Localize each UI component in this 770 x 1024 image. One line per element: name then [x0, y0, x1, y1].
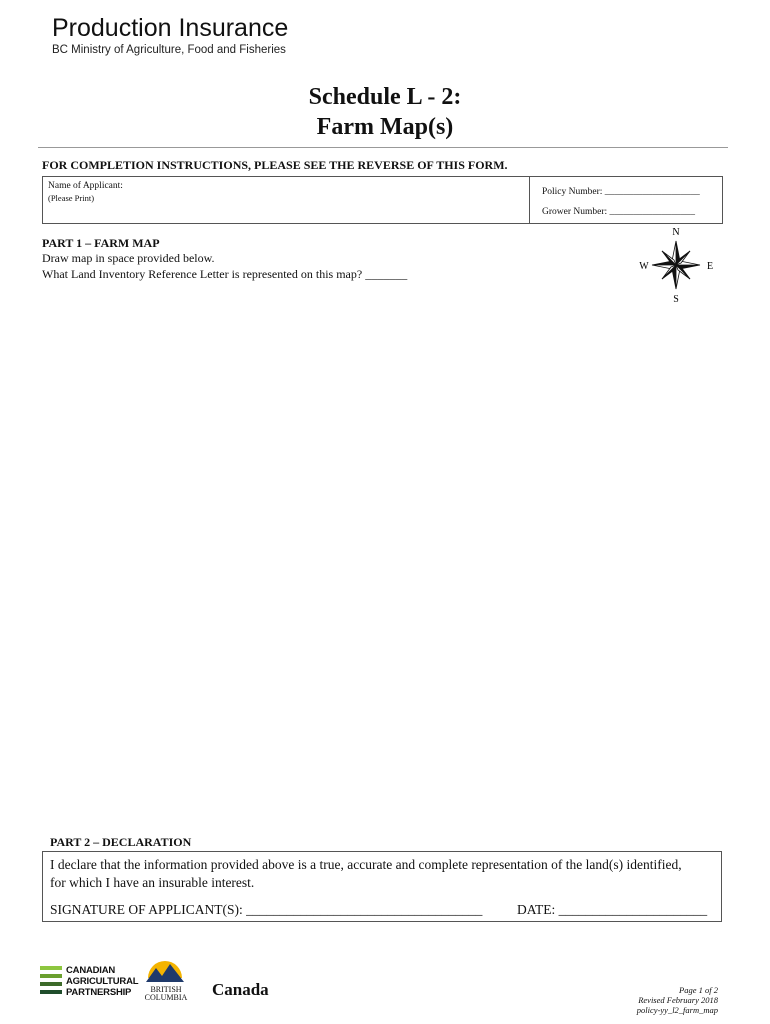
compass-west: W: [639, 261, 649, 272]
cap-logo-line2: AGRICULTURAL: [66, 976, 139, 987]
form-title: Production Insurance: [52, 14, 289, 42]
compass-north: N: [672, 228, 680, 238]
grower-number-field[interactable]: Grower Number: __________________: [542, 207, 696, 217]
bc-logo-line2: COLUMBIA: [144, 993, 188, 1002]
schedule-title-line2: Farm Map(s): [316, 114, 454, 140]
canada-wordmark: Canada: [212, 980, 269, 999]
draw-map-instruction: Draw map in space provided below.: [42, 251, 215, 265]
ministry-name: BC Ministry of Agriculture, Food and Fisheries: [52, 44, 286, 56]
applicant-name-hint: (Please Print): [48, 193, 95, 203]
bc-logo-text: [143, 986, 189, 1002]
applicant-name-label: Name of Applicant:: [48, 181, 123, 191]
cap-logo-line1: CANADIAN: [66, 965, 116, 976]
part1-heading: PART 1 – FARM MAP: [42, 236, 160, 250]
compass-south: S: [673, 294, 679, 304]
form-file-name: policy-yy_l2_farm_map: [636, 1005, 718, 1015]
declaration-text-line2: for which I have an insurable interest.: [50, 875, 255, 890]
cap-logo-text: [66, 965, 138, 998]
completion-instructions: FOR COMPLETION INSTRUCTIONS, PLEASE SEE THE REVERSE OF THIS FORM.: [42, 158, 508, 172]
page-number: Page 1 of 2: [679, 985, 718, 995]
compass-rose-icon: [634, 228, 718, 304]
policy-number-field[interactable]: Policy Number: ____________________: [542, 187, 700, 197]
divider: [38, 147, 728, 148]
schedule-title: [0, 82, 770, 142]
schedule-title-line1: Schedule L - 2:: [308, 84, 462, 110]
part2-heading: PART 2 – DECLARATION: [50, 835, 192, 849]
compass-east: E: [706, 261, 714, 272]
signature-field[interactable]: SIGNATURE OF APPLICANT(S): ___________________________________: [50, 902, 483, 917]
land-reference-question[interactable]: What Land Inventory Reference Letter is represented on this map? _______: [42, 267, 408, 281]
declaration-text-line1: I declare that the information provided above is a true, accurate and complete representation of the land(s) identified,: [50, 857, 682, 872]
bc-logo-line1: BRITISH: [150, 985, 182, 994]
revision-date: Revised February 2018: [638, 995, 718, 1005]
date-field[interactable]: DATE: ______________________: [517, 902, 708, 917]
cap-logo-line3: PARTNERSHIP: [66, 987, 132, 998]
